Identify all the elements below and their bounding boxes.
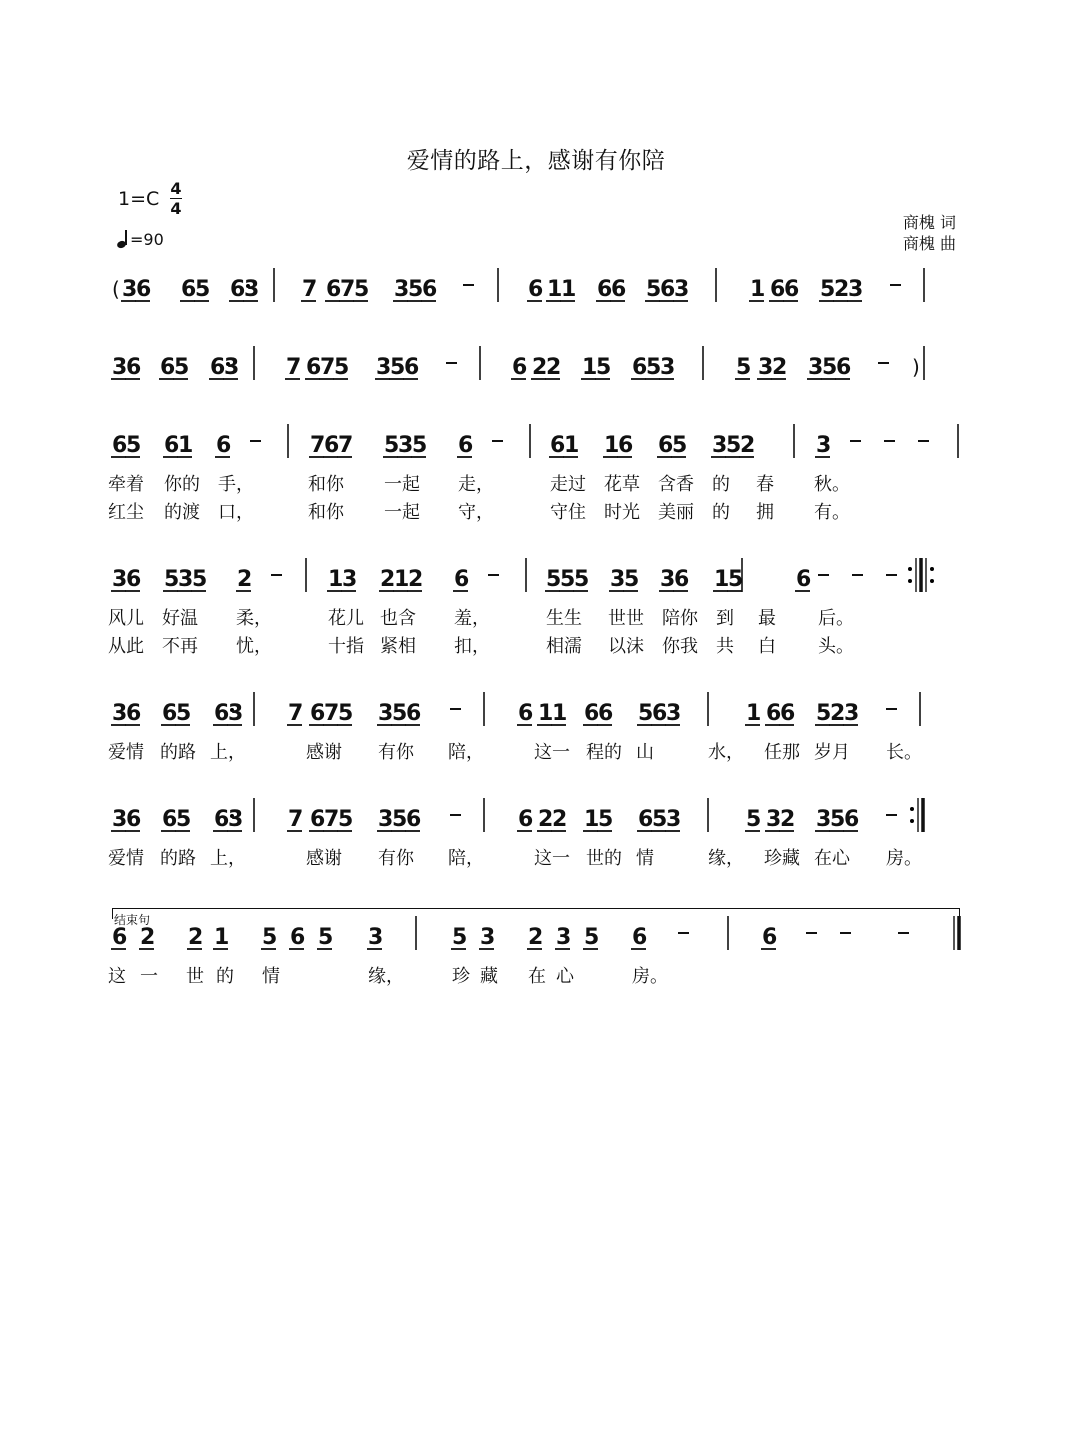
- note-digit: 1: [564, 433, 580, 458]
- note-digit: 1: [178, 433, 194, 458]
- note-digit: 1: [746, 701, 762, 726]
- notation-line: [0, 552, 1072, 592]
- note-digit: 6: [181, 277, 197, 302]
- note-digit: 1: [538, 701, 554, 726]
- lyric-word: 也含: [380, 608, 416, 629]
- note-digit: 5: [354, 277, 370, 302]
- lyric-word: 和你: [308, 502, 344, 523]
- lyric-word: 和你: [308, 474, 344, 495]
- tempo-marking: [116, 230, 164, 249]
- note-digit: 6: [164, 433, 180, 458]
- notation-line: [0, 340, 1072, 380]
- lyric-word: 珍: [452, 966, 470, 987]
- note-digit: 2: [188, 925, 204, 950]
- time-signature-top: 4: [170, 179, 182, 198]
- repeat-sign: [908, 558, 934, 592]
- note-digit: 6: [406, 701, 422, 726]
- note-digit: 6: [422, 277, 438, 302]
- lyric-word: 十指: [328, 636, 364, 657]
- note-digit: 6: [310, 807, 326, 832]
- note-digit: 7: [288, 701, 304, 726]
- lyric-word: 生生: [546, 608, 582, 629]
- note-digit: 5: [176, 701, 192, 726]
- note-digit: 6: [518, 701, 534, 726]
- ending-label: 结束句: [114, 913, 151, 927]
- lyric-word: 你的: [164, 474, 200, 495]
- notation-svg: [0, 686, 1072, 746]
- lyric-word: 珍藏: [764, 848, 800, 869]
- lyric-word: 口，: [218, 502, 254, 523]
- note-digit: 5: [338, 807, 354, 832]
- note-digit: 1: [547, 277, 563, 302]
- note-digit: 5: [822, 355, 838, 380]
- notation-line: [0, 792, 1072, 832]
- note-digit: 3: [674, 277, 690, 302]
- lyric-word: 红尘: [108, 502, 144, 523]
- lyric-word: 相濡: [546, 636, 582, 657]
- note-digit: 6: [326, 277, 342, 302]
- lyric-word: 的: [712, 474, 730, 495]
- note-digit: 5: [638, 701, 654, 726]
- lyric-word: 一: [140, 966, 158, 987]
- note-digit: 5: [598, 807, 614, 832]
- note-digit: 3: [398, 433, 414, 458]
- note-digit: 2: [772, 355, 788, 380]
- note-digit: 2: [546, 355, 562, 380]
- lyric-word: 的: [216, 966, 234, 987]
- note-digit: 3: [368, 925, 384, 950]
- lyric-word: 守住: [550, 502, 586, 523]
- notation-svg: [0, 552, 1072, 612]
- lyric-word: 程的: [586, 742, 622, 763]
- note-digit: 5: [560, 567, 576, 592]
- composer: 商槐 曲: [902, 234, 956, 253]
- lyric-word: 拥: [756, 502, 774, 523]
- note-digit: 5: [736, 355, 752, 380]
- lyric-word: 忧，: [236, 636, 272, 657]
- lyric-word: 房。: [886, 848, 922, 869]
- note-digit: 3: [394, 277, 410, 302]
- lyric-word: 山: [636, 742, 654, 763]
- note-digit: 1: [582, 355, 598, 380]
- note-digit: 7: [288, 807, 304, 832]
- note-digit: 6: [674, 567, 690, 592]
- note-digit: 5: [728, 567, 744, 592]
- note-digit: 5: [126, 433, 142, 458]
- note-digit: 6: [632, 355, 648, 380]
- note-digit: 6: [766, 701, 782, 726]
- note-digit: 1: [214, 925, 230, 950]
- lyricist: 商槐 词: [902, 213, 956, 232]
- note-digit: 3: [122, 277, 138, 302]
- note-digit: 1: [328, 567, 344, 592]
- note-digit: 6: [598, 701, 614, 726]
- note-digit: 6: [780, 701, 796, 726]
- lyric-word: 心: [556, 966, 574, 987]
- note-digit: 6: [126, 567, 142, 592]
- lyric-word: 到: [716, 608, 734, 629]
- note-digit: 6: [632, 925, 648, 950]
- note-digit: 5: [624, 567, 640, 592]
- note-digit: 5: [646, 355, 662, 380]
- note-digit: 3: [112, 355, 128, 380]
- note-digit: 6: [406, 807, 422, 832]
- note-digit: 6: [230, 277, 246, 302]
- note-digit: 2: [552, 807, 568, 832]
- lyric-word: 感谢: [306, 742, 342, 763]
- lyric-word: 从此: [108, 636, 144, 657]
- parenthesis: (: [112, 277, 120, 301]
- note-digit: 1: [604, 433, 620, 458]
- lyric-word: 世的: [586, 848, 622, 869]
- note-digit: 6: [597, 277, 613, 302]
- note-digit: 5: [546, 567, 562, 592]
- repeat-sign: [910, 798, 923, 832]
- lyric-word: 陪你: [662, 608, 698, 629]
- note-digit: 5: [652, 807, 668, 832]
- note-digit: 6: [160, 355, 176, 380]
- lyric-word: 世世: [608, 608, 644, 629]
- note-digit: 3: [378, 701, 394, 726]
- lyric-word: 岁月: [814, 742, 850, 763]
- notation-svg: [0, 910, 1072, 970]
- note-digit: 6: [458, 433, 474, 458]
- note-digit: 3: [342, 567, 358, 592]
- note-digit: 3: [228, 807, 244, 832]
- lyric-word: 秋。: [814, 474, 850, 495]
- note-digit: 6: [112, 433, 128, 458]
- note-digit: 3: [224, 355, 240, 380]
- note-digit: 6: [162, 807, 178, 832]
- lyric-word: 柔，: [236, 608, 272, 629]
- lyric-word: 的路: [160, 848, 196, 869]
- note-digit: 5: [746, 807, 762, 832]
- key-signature: 1=C: [118, 188, 160, 210]
- note-digit: 5: [726, 433, 742, 458]
- note-digit: 6: [611, 277, 627, 302]
- note-digit: 6: [796, 567, 812, 592]
- lyric-word: 不再: [162, 636, 198, 657]
- note-digit: 6: [136, 277, 152, 302]
- time-signature: [170, 180, 182, 217]
- lyric-word: 扣，: [454, 636, 490, 657]
- lyric-word: 白: [758, 636, 776, 657]
- note-digit: 6: [324, 433, 340, 458]
- lyric-word: 陪，: [448, 742, 484, 763]
- note-digit: 6: [214, 701, 230, 726]
- final-bar-line: [954, 916, 959, 950]
- note-digit: 3: [848, 277, 864, 302]
- note-digit: 2: [780, 807, 796, 832]
- note-digit: 6: [112, 925, 128, 950]
- note-digit: 3: [816, 807, 832, 832]
- note-digit: 5: [174, 355, 190, 380]
- lyric-word: 有。: [814, 502, 850, 523]
- note-digit: 6: [126, 701, 142, 726]
- note-digit: 5: [408, 277, 424, 302]
- note-digit: 3: [112, 701, 128, 726]
- note-digit: 5: [164, 567, 180, 592]
- note-digit: 6: [762, 925, 778, 950]
- note-digit: 6: [210, 355, 226, 380]
- song-title: 爱情的路上，感谢有你陪: [406, 148, 666, 174]
- lyric-word: 缘，: [368, 966, 404, 987]
- notation-svg: [0, 340, 1072, 400]
- lyric-word: 美丽: [658, 502, 694, 523]
- lyric-word: 紧相: [380, 636, 416, 657]
- notation-line: [0, 262, 1072, 302]
- lyric-word: 花儿: [328, 608, 364, 629]
- note-digit: 1: [750, 277, 766, 302]
- note-digit: 7: [302, 277, 318, 302]
- note-digit: 2: [834, 277, 850, 302]
- lyric-word: 这一: [534, 848, 570, 869]
- lyric-word: 一起: [384, 502, 420, 523]
- note-digit: 2: [740, 433, 756, 458]
- note-digit: 6: [652, 701, 668, 726]
- note-digit: 5: [334, 355, 350, 380]
- lyric-word: 上，: [210, 742, 246, 763]
- lyric-word: 时光: [604, 502, 640, 523]
- note-digit: 2: [237, 567, 253, 592]
- note-digit: 6: [550, 433, 566, 458]
- note-digit: 6: [660, 277, 676, 302]
- note-digit: 6: [290, 925, 306, 950]
- note-digit: 3: [712, 433, 728, 458]
- lyric-word: 含香: [658, 474, 694, 495]
- note-digit: 5: [390, 355, 406, 380]
- lyric-word: 有你: [378, 848, 414, 869]
- note-digit: 1: [584, 807, 600, 832]
- credits: [903, 212, 956, 254]
- lyric-word: 任那: [764, 742, 800, 763]
- lyric-word: 花草: [604, 474, 640, 495]
- lyric-word: 头。: [818, 636, 854, 657]
- note-digit: 3: [376, 355, 392, 380]
- note-digit: 6: [528, 277, 544, 302]
- lyric-word: 情: [262, 966, 280, 987]
- note-digit: 5: [596, 355, 612, 380]
- note-digit: 5: [392, 701, 408, 726]
- note-digit: 3: [378, 807, 394, 832]
- note-digit: 3: [112, 807, 128, 832]
- note-digit: 1: [714, 567, 730, 592]
- note-digit: 5: [584, 925, 600, 950]
- note-digit: 6: [214, 807, 230, 832]
- note-digit: 6: [404, 355, 420, 380]
- note-digit: 3: [610, 567, 626, 592]
- notation-svg: [0, 418, 1072, 478]
- time-signature-bottom: 4: [170, 199, 182, 218]
- note-digit: 6: [784, 277, 800, 302]
- note-digit: 5: [192, 567, 208, 592]
- note-digit: 3: [816, 433, 832, 458]
- lyric-word: 水，: [708, 742, 744, 763]
- lyric-word: 世: [186, 966, 204, 987]
- note-digit: 2: [538, 807, 554, 832]
- note-digit: 3: [666, 701, 682, 726]
- note-digit: 3: [480, 925, 496, 950]
- lyric-word: 长。: [886, 742, 922, 763]
- lyric-word: 的渡: [164, 502, 200, 523]
- note-digit: 6: [126, 355, 142, 380]
- note-digit: 5: [672, 433, 688, 458]
- note-digit: 6: [658, 433, 674, 458]
- note-digit: 3: [666, 807, 682, 832]
- lyric-word: 上，: [210, 848, 246, 869]
- note-digit: 6: [126, 807, 142, 832]
- lyric-word: 最: [758, 608, 776, 629]
- notation-line: [0, 418, 1072, 458]
- note-digit: 7: [324, 807, 340, 832]
- note-digit: 5: [318, 925, 334, 950]
- note-digit: 3: [660, 355, 676, 380]
- note-digit: 2: [830, 701, 846, 726]
- note-digit: 2: [528, 925, 544, 950]
- lyric-word: 藏: [480, 966, 498, 987]
- lyric-word: 风儿: [108, 608, 144, 629]
- note-digit: 5: [412, 433, 428, 458]
- note-digit: 6: [518, 807, 534, 832]
- lyric-word: 走过: [550, 474, 586, 495]
- note-digit: 5: [646, 277, 662, 302]
- note-digit: 6: [638, 807, 654, 832]
- note-digit: 3: [244, 277, 260, 302]
- note-digit: 3: [556, 925, 572, 950]
- note-digit: 5: [574, 567, 590, 592]
- lyric-word: 这: [108, 966, 126, 987]
- note-digit: 5: [392, 807, 408, 832]
- note-digit: 5: [262, 925, 278, 950]
- lyric-word: 在: [528, 966, 546, 987]
- note-digit: 6: [584, 701, 600, 726]
- lyric-word: 在心: [814, 848, 850, 869]
- notation-line: [0, 686, 1072, 726]
- note-digit: 6: [770, 277, 786, 302]
- note-digit: 3: [178, 567, 194, 592]
- lyric-word: 羞，: [454, 608, 490, 629]
- tempo-value: =90: [130, 230, 164, 249]
- note-digit: 7: [340, 277, 356, 302]
- note-digit: 6: [306, 355, 322, 380]
- lyric-word: 陪，: [448, 848, 484, 869]
- note-digit: 6: [162, 701, 178, 726]
- note-digit: 3: [844, 701, 860, 726]
- lyric-word: 这一: [534, 742, 570, 763]
- note-digit: 7: [320, 355, 336, 380]
- note-digit: 1: [394, 567, 410, 592]
- note-digit: 6: [836, 355, 852, 380]
- note-digit: 6: [844, 807, 860, 832]
- note-digit: 2: [380, 567, 396, 592]
- lyric-word: 有你: [378, 742, 414, 763]
- lyric-word: 牵着: [108, 474, 144, 495]
- lyric-word: 感谢: [306, 848, 342, 869]
- lyric-word: 手，: [218, 474, 254, 495]
- lyric-word: 以沫: [608, 636, 644, 657]
- lyric-word: 你我: [662, 636, 698, 657]
- lyric-word: 守，: [458, 502, 494, 523]
- lyric-word: 好温: [162, 608, 198, 629]
- lyric-word: 爱情: [108, 742, 144, 763]
- note-digit: 5: [820, 277, 836, 302]
- note-digit: 5: [816, 701, 832, 726]
- note-digit: 3: [758, 355, 774, 380]
- lyric-word: 走，: [458, 474, 494, 495]
- lyric-word: 的: [712, 502, 730, 523]
- note-digit: 1: [552, 701, 568, 726]
- note-digit: 6: [454, 567, 470, 592]
- note-digit: 3: [808, 355, 824, 380]
- notation-svg: [0, 792, 1072, 852]
- note-digit: 3: [112, 567, 128, 592]
- lyric-word: 爱情: [108, 848, 144, 869]
- quarter-note-icon: [116, 230, 130, 248]
- note-digit: 5: [830, 807, 846, 832]
- note-digit: 5: [384, 433, 400, 458]
- note-digit: 3: [660, 567, 676, 592]
- note-digit: 7: [310, 433, 326, 458]
- lyric-word: 春: [756, 474, 774, 495]
- note-digit: 5: [338, 701, 354, 726]
- notation-svg: [0, 262, 1072, 322]
- lyric-word: 情: [636, 848, 654, 869]
- note-digit: 7: [286, 355, 302, 380]
- note-digit: 3: [766, 807, 782, 832]
- parenthesis: ): [912, 355, 920, 379]
- note-digit: 5: [176, 807, 192, 832]
- note-digit: 2: [408, 567, 424, 592]
- lyric-word: 共: [716, 636, 734, 657]
- note-digit: 6: [512, 355, 528, 380]
- note-digit: 7: [324, 701, 340, 726]
- lyric-word: 后。: [818, 608, 854, 629]
- lyric-word: 缘，: [708, 848, 744, 869]
- lyric-word: 一起: [384, 474, 420, 495]
- note-digit: 2: [532, 355, 548, 380]
- lyric-word: 房。: [632, 966, 668, 987]
- ending-bracket: [112, 908, 960, 919]
- note-digit: 3: [228, 701, 244, 726]
- note-digit: 2: [140, 925, 156, 950]
- note-digit: 7: [338, 433, 354, 458]
- note-digit: 5: [195, 277, 211, 302]
- note-digit: 6: [618, 433, 634, 458]
- note-digit: 6: [216, 433, 232, 458]
- lyric-word: 的路: [160, 742, 196, 763]
- note-digit: 1: [561, 277, 577, 302]
- note-digit: 6: [310, 701, 326, 726]
- note-digit: 5: [452, 925, 468, 950]
